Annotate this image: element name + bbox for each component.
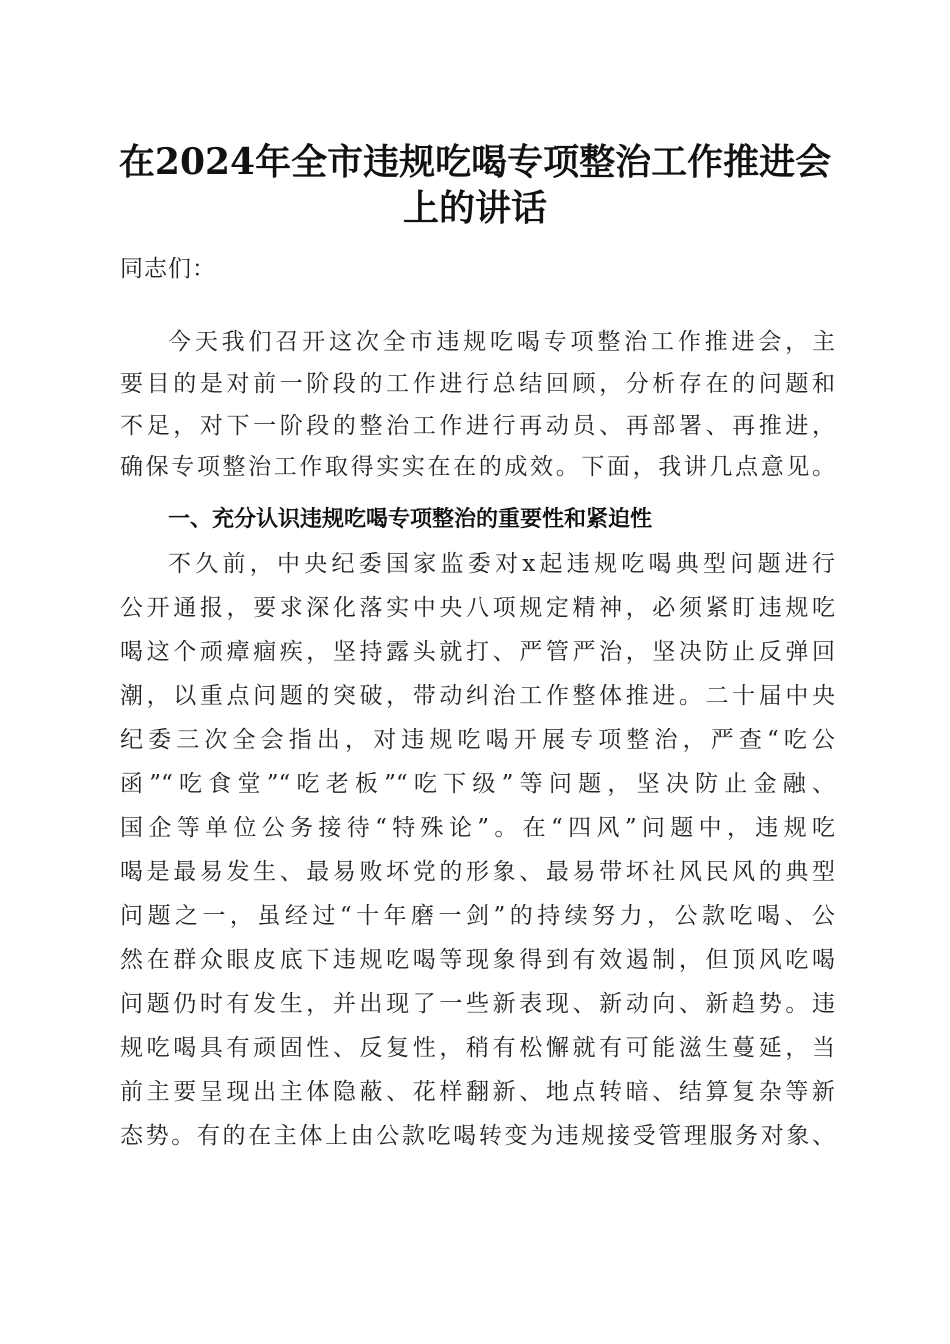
paragraph-line: 不久前，中央纪委国家监委对x起违规吃喝典型问题进行 (168, 551, 835, 577)
document-title-line-1: 在2024年全市违规吃喝专项整治工作推进会 (118, 141, 832, 183)
paragraph-line: 态势。有的在主体上由公款吃喝转变为违规接受管理服务对象、 (120, 1123, 835, 1149)
paragraph-line: 公开通报，要求深化落实中央八项规定精神，必须紧盯违规吃 (120, 595, 835, 621)
paragraph-line: 问题仍时有发生，并出现了一些新表现、新动向、新趋势。违 (120, 991, 835, 1017)
paragraph-line: 问题之一，虽经过“十年磨一剑”的持续努力，公款吃喝、公 (120, 903, 835, 929)
paragraph-line: 然在群众眼皮底下违规吃喝等现象得到有效遏制，但顶风吃喝 (120, 947, 835, 973)
paragraph-line: 规吃喝具有顽固性、反复性，稍有松懈就有可能滋生蔓延，当 (120, 1035, 835, 1061)
greeting: 同志们： (120, 256, 216, 282)
intro-line: 要目的是对前一阶段的工作进行总结回顾，分析存在的问题和 (120, 371, 835, 397)
paragraph-line: 潮，以重点问题的突破，带动纠治工作整体推进。二十届中央 (120, 683, 835, 709)
paragraph-line: 纪委三次全会指出，对违规吃喝开展专项整治，严查“吃公 (120, 727, 835, 753)
paragraph-line: 前主要呈现出主体隐蔽、花样翻新、地点转暗、结算复杂等新 (120, 1079, 835, 1105)
paragraph-line: 国企等单位公务接待“特殊论”。在“四风”问题中，违规吃 (120, 815, 835, 841)
paragraph-line: 喝是最易发生、最易败坏党的形象、最易带坏社风民风的典型 (120, 859, 835, 885)
document-title-line-2: 上的讲话 (402, 187, 547, 229)
paragraph-line: 喝这个顽瘴痼疾，坚持露头就打、严管严治，坚决防止反弹回 (120, 639, 835, 665)
paragraph-line: 函”“吃食堂”“吃老板”“吃下级”等问题，坚决防止金融、 (120, 771, 835, 797)
intro-line: 不足，对下一阶段的整治工作进行再动员、再部署、再推进， (120, 413, 835, 439)
section-heading: 一、充分认识违规吃喝专项整治的重要性和紧迫性 (168, 507, 653, 532)
intro-line: 今天我们召开这次全市违规吃喝专项整治工作推进会，主 (168, 329, 835, 355)
intro-line: 确保专项整治工作取得实实在在的成效。下面，我讲几点意见。 (120, 454, 835, 480)
